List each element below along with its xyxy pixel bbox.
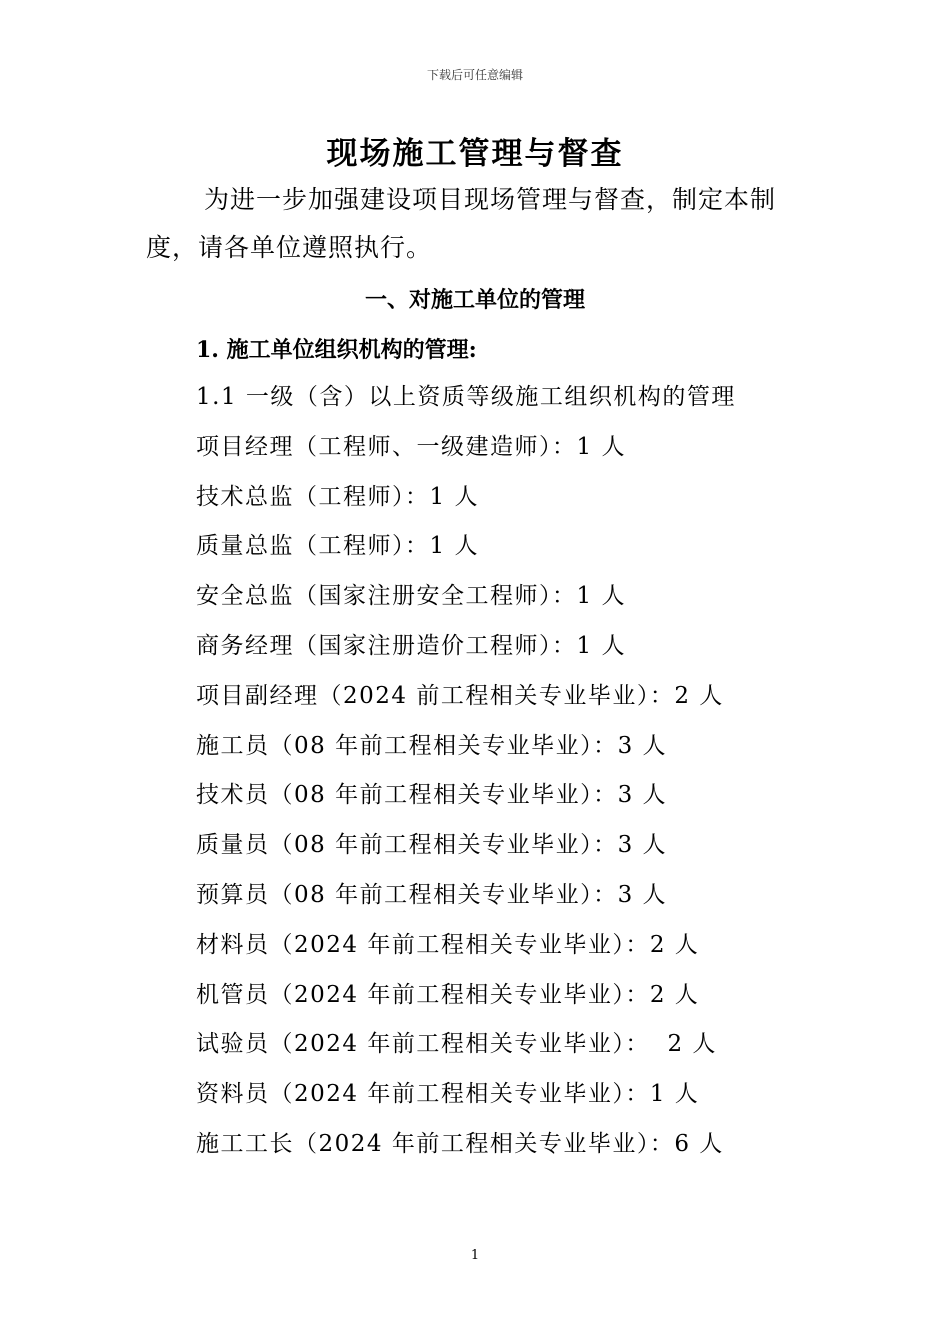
list-item: 材料员（2024 年前工程相关专业毕业）：2 人 (196, 931, 700, 958)
list-item: 商务经理（国家注册造价工程师）：1 人 (196, 632, 626, 659)
list-item: 质量总监（工程师）：1 人 (196, 533, 479, 560)
intro-paragraph: 为进一步加强建设项目现场管理与督查，制定本制度，请各单位遵照执行。 (146, 185, 777, 262)
list-item: 项目副经理（2024 前工程相关专业毕业）：2 人 (196, 682, 724, 709)
list-item: 试验员（2024 年前工程相关专业毕业）： 2 人 (196, 1031, 717, 1058)
page-number: 1 (470, 1248, 480, 1263)
list-item: 项目经理（工程师、一级建造师）：1 人 (196, 433, 626, 460)
list-item: 施工工长（2024 年前工程相关专业毕业）：6 人 (196, 1130, 724, 1157)
list-item: 技术总监（工程师）：1 人 (196, 483, 479, 510)
list-item: 安全总监（国家注册安全工程师）：1 人 (196, 583, 626, 610)
list-item: 预算员（08 年前工程相关专业毕业）：3 人 (196, 881, 668, 908)
list-item: 技术员（08 年前工程相关专业毕业）：3 人 (196, 782, 668, 809)
list-item: 资料员（2024 年前工程相关专业毕业）：1 人 (196, 1081, 700, 1108)
sub-heading: 1. 施工单位组织机构的管理: (196, 337, 477, 363)
list-item: 1.1 一级（含）以上资质等级施工组织机构的管理 (196, 384, 736, 410)
list-item: 施工员（08 年前工程相关专业毕业）：3 人 (196, 732, 668, 759)
staff-requirement-list (196, 373, 836, 1170)
section-heading: 一、对施工单位的管理 (364, 287, 585, 313)
document-title: 现场施工管理与督查 (326, 136, 624, 172)
list-item: 质量员（08 年前工程相关专业毕业）：3 人 (196, 832, 668, 859)
header-note: 下载后可任意编辑 (426, 68, 523, 82)
list-item: 机管员（2024 年前工程相关专业毕业）：2 人 (196, 981, 700, 1008)
